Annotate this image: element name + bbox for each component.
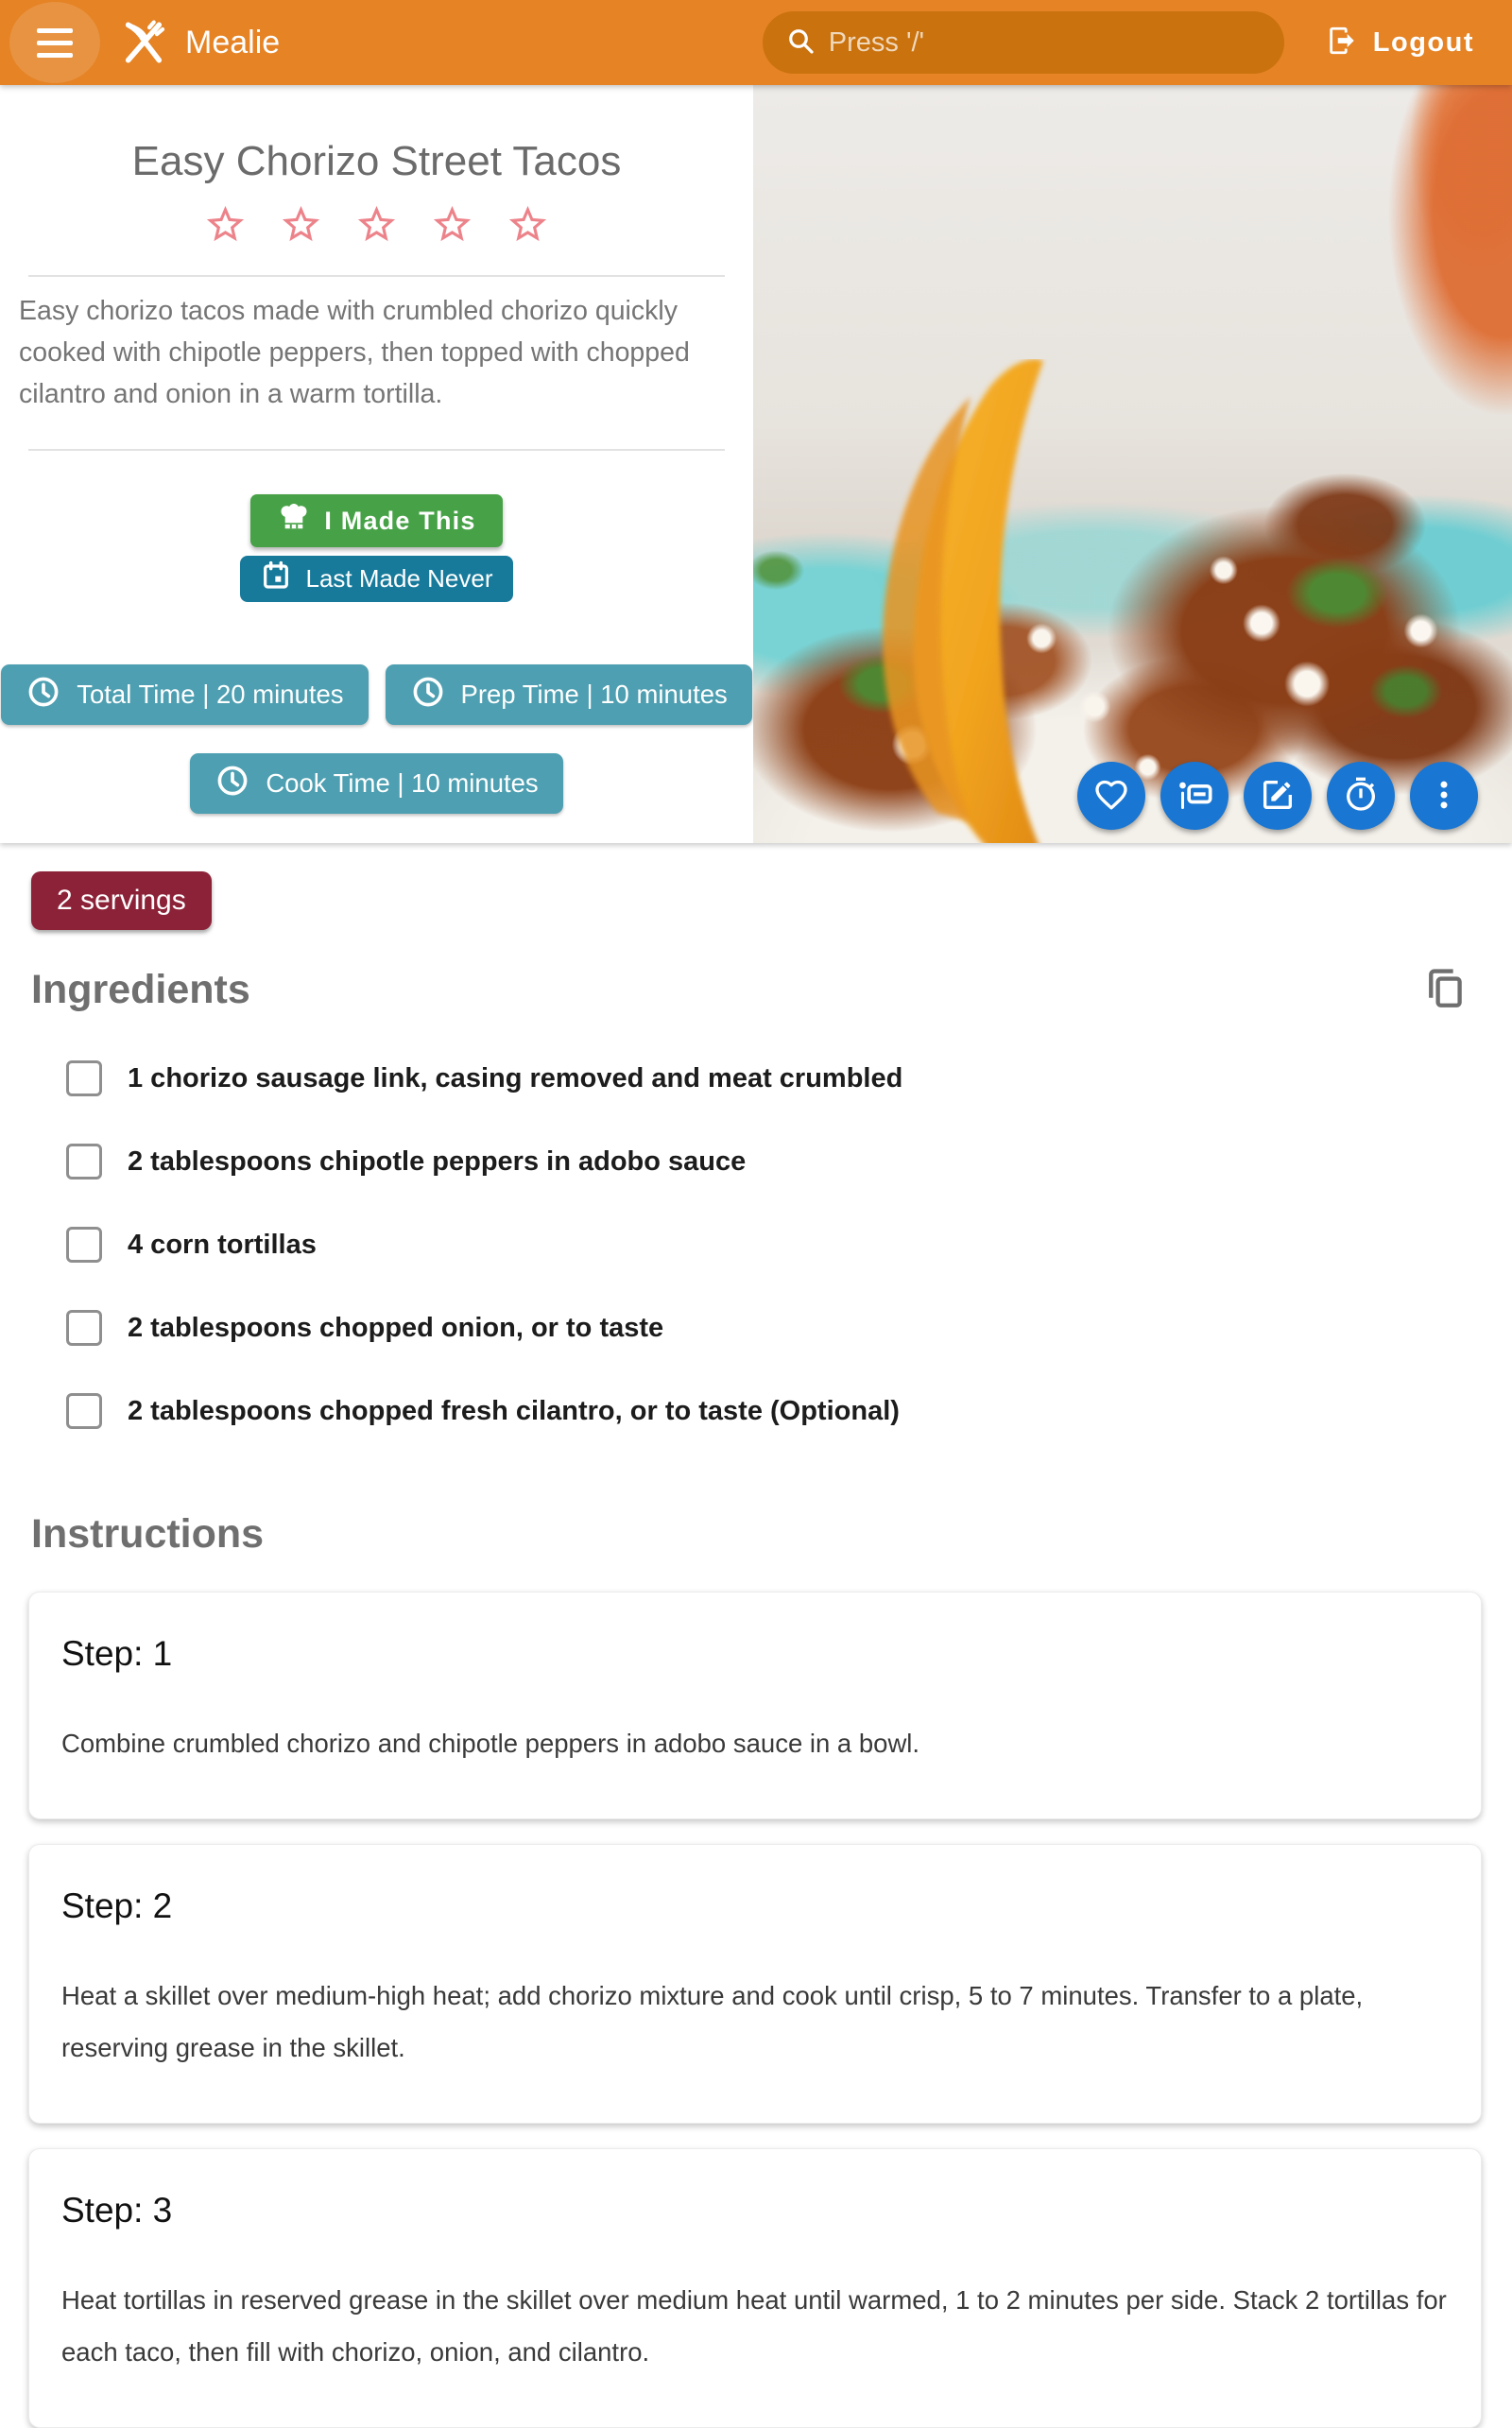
- last-made-badge[interactable]: Last Made Never: [240, 556, 514, 602]
- instruction-steps: [28, 1592, 1482, 2428]
- recipe-title: Easy Chorizo Street Tacos: [131, 138, 622, 184]
- edit-button[interactable]: [1244, 762, 1312, 830]
- prep-time-chip: Prep Time | 10 minutes: [386, 664, 752, 725]
- timeline-button[interactable]: [1160, 762, 1228, 830]
- more-options-button[interactable]: [1410, 762, 1478, 830]
- i-made-this-button[interactable]: I Made This: [250, 494, 502, 547]
- cook-time-chip: Cook Time | 10 minutes: [190, 753, 562, 814]
- search-input[interactable]: [829, 27, 1262, 59]
- heart-icon: [1092, 776, 1130, 817]
- step-card[interactable]: [28, 1592, 1482, 1819]
- mealie-logo-icon: [117, 16, 170, 69]
- star-icon[interactable]: [430, 202, 474, 247]
- star-icon[interactable]: [279, 202, 323, 247]
- recipe-action-buttons: [1077, 762, 1478, 830]
- recipe-summary: [0, 85, 753, 843]
- dots-vertical-icon: [1425, 776, 1463, 817]
- ingredient-row[interactable]: 2 tablespoons chipotle peppers in adobo sauce: [0, 1120, 1512, 1203]
- clock-icon: [410, 674, 446, 716]
- step-title: Step: 2: [61, 1886, 173, 1925]
- step-card[interactable]: [28, 1844, 1482, 2124]
- step-title: Step: 1: [61, 1634, 173, 1673]
- logout-icon: [1326, 25, 1358, 61]
- ingredient-row[interactable]: 2 tablespoons chopped fresh cilantro, or to taste (Optional): [0, 1369, 1512, 1453]
- menu-button[interactable]: [9, 2, 100, 83]
- calendar-icon: [261, 560, 291, 597]
- step-text: Heat tortillas in reserved grease in the skillet over medium heat until warmed, 1 to 2 minutes per side. Stack 2 tortillas for each taco, then fill with chorizo, onion, and cilantro.: [61, 2285, 1447, 2367]
- step-text: Heat a skillet over medium-high heat; add chorizo mixture and cook until crisp, 5 to 7 minutes. Transfer to a plate, reserving grease in the skillet.: [61, 1981, 1364, 2062]
- ingredient-checkbox[interactable]: [66, 1227, 102, 1263]
- ingredient-list: [0, 1037, 1512, 1453]
- search-bar[interactable]: [763, 11, 1284, 74]
- divider: [28, 275, 725, 277]
- ingredient-row[interactable]: 4 corn tortillas: [0, 1203, 1512, 1286]
- clock-icon: [26, 674, 61, 716]
- step-text: Combine crumbled chorizo and chipotle peppers in adobo sauce in a bowl.: [61, 1729, 920, 1758]
- star-icon[interactable]: [354, 202, 399, 247]
- rating-stars: [0, 202, 753, 247]
- copy-ingredients-button[interactable]: [1420, 964, 1469, 1016]
- step-title: Step: 3: [61, 2191, 173, 2230]
- search-icon: [785, 26, 816, 60]
- app-bar: [0, 0, 1512, 85]
- recipe-photo: [753, 85, 1512, 843]
- recipe-description: Easy chorizo tacos made with crumbled chorizo quickly cooked with chipotle peppers, then topped with chopped cilantro and onion in a warm tortilla.: [19, 296, 690, 409]
- timer-icon: [1342, 776, 1380, 817]
- timeline-icon: [1176, 776, 1213, 817]
- time-chips-row: [0, 664, 753, 725]
- chef-hat-icon: [277, 501, 311, 542]
- total-time-chip: Total Time | 20 minutes: [1, 664, 368, 725]
- copy-icon: [1420, 1002, 1469, 1016]
- timer-button[interactable]: [1327, 762, 1395, 830]
- ingredient-row[interactable]: 2 tablespoons chopped onion, or to taste: [0, 1286, 1512, 1369]
- tortilla-shape: [796, 359, 1108, 843]
- clock-icon: [215, 763, 250, 805]
- ingredient-checkbox[interactable]: [66, 1060, 102, 1096]
- favorite-button[interactable]: [1077, 762, 1145, 830]
- ingredient-checkbox[interactable]: [66, 1393, 102, 1429]
- logout-button[interactable]: Logout: [1326, 25, 1474, 61]
- star-icon[interactable]: [506, 202, 550, 247]
- ingredient-checkbox[interactable]: [66, 1310, 102, 1346]
- divider: [28, 449, 725, 451]
- ingredients-heading: Ingredients: [31, 967, 250, 1012]
- ingredient-row[interactable]: 1 chorizo sausage link, casing removed and meat crumbled: [0, 1037, 1512, 1120]
- step-card[interactable]: [28, 2148, 1482, 2428]
- ingredient-checkbox[interactable]: [66, 1144, 102, 1180]
- instructions-heading: Instructions: [31, 1511, 265, 1557]
- edit-icon: [1259, 776, 1297, 817]
- recipe-card: [0, 85, 1512, 843]
- servings-badge: 2 servings: [31, 871, 212, 930]
- star-icon[interactable]: [203, 202, 248, 247]
- app-title: Mealie: [185, 24, 281, 60]
- time-chips-row: [0, 753, 753, 814]
